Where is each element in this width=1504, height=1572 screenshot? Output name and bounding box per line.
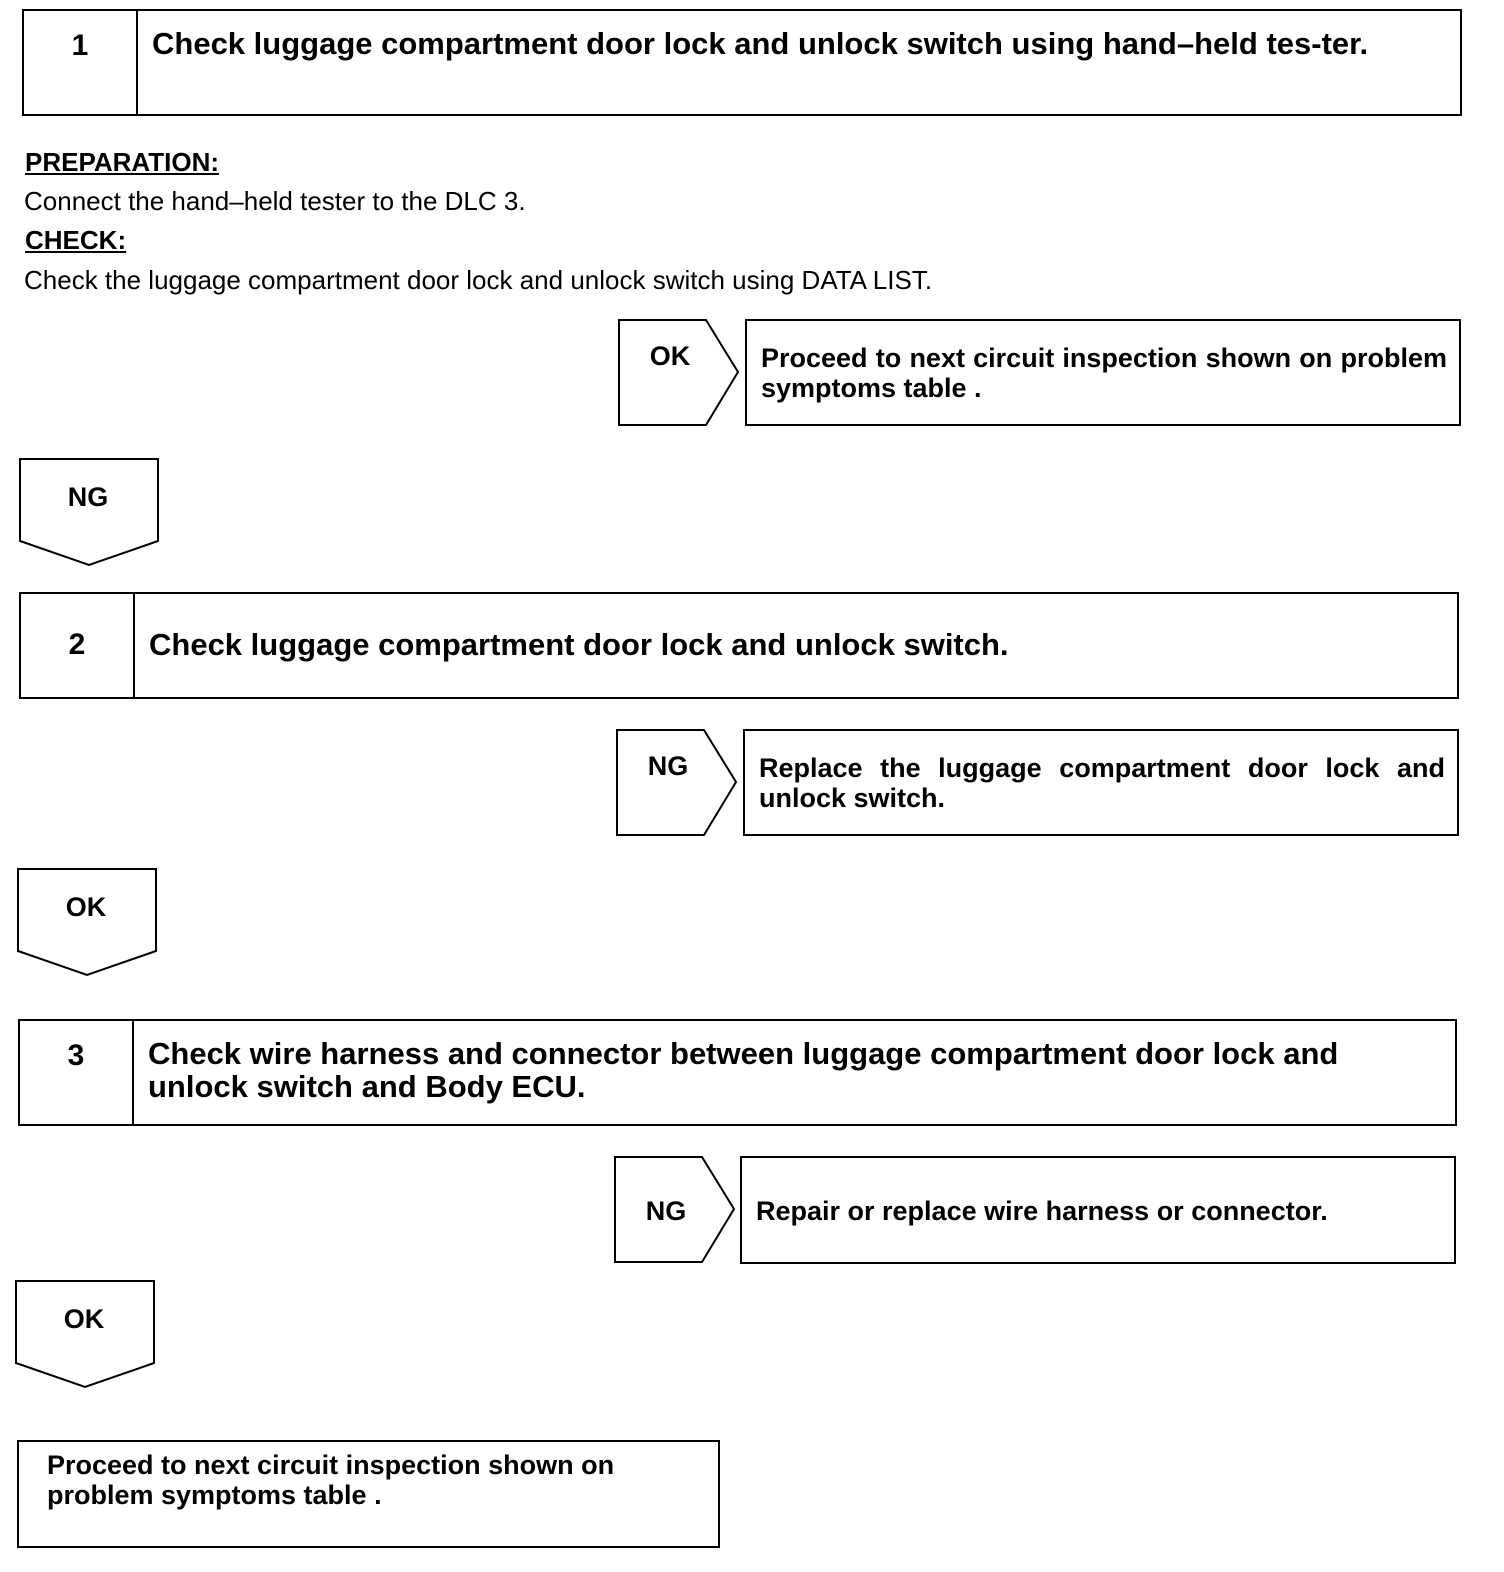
step-3-title: Check wire harness and connector between luggage compartment door lock and unlock switch and Body ECU. bbox=[148, 1036, 1339, 1104]
flow-tag-1-label: NG bbox=[67, 482, 109, 512]
flow-tag-2 bbox=[17, 868, 157, 976]
branch-3-tag-label: NG bbox=[645, 1196, 687, 1226]
flow-tag-1 bbox=[19, 458, 159, 566]
branch-1-result bbox=[745, 319, 1461, 426]
branch-1-tag-label: OK bbox=[649, 341, 691, 371]
step-3-box bbox=[18, 1019, 1457, 1126]
step-2-number: 2 bbox=[21, 594, 135, 697]
branch-2-tag-label: NG bbox=[647, 751, 689, 781]
step-2-title: Check luggage compartment door lock and unlock switch. bbox=[149, 627, 1009, 662]
flow-tag-3-label: OK bbox=[63, 1304, 105, 1334]
check-text: Check the luggage compartment door lock and unlock switch using DATA LIST. bbox=[24, 265, 933, 295]
flow-tag-2-shape bbox=[17, 868, 159, 978]
flow-tag-3 bbox=[15, 1280, 155, 1388]
final-result-text: Proceed to next circuit inspection shown on problem symptoms table . bbox=[47, 1450, 615, 1510]
final-result bbox=[17, 1440, 720, 1548]
flow-tag-3-shape bbox=[15, 1280, 157, 1390]
step-1-number: 1 bbox=[24, 11, 138, 114]
flow-tag-1-shape bbox=[19, 458, 161, 568]
step-1-title-text: Check luggage compartment door lock and unlock switch using hand–held tes-ter. bbox=[152, 26, 1369, 61]
flow-tag-2-label: OK bbox=[65, 892, 107, 922]
check-heading: CHECK: bbox=[25, 225, 127, 255]
branch-1-result-text: Proceed to next circuit inspection shown on problem symptoms table . bbox=[761, 343, 1447, 403]
branch-3-result-text: Repair or replace wire harness or connector. bbox=[756, 1196, 1328, 1226]
branch-3-tag bbox=[614, 1156, 736, 1264]
branch-1-arrow-shape bbox=[618, 319, 740, 427]
step-2-box bbox=[19, 592, 1459, 699]
branch-2-tag bbox=[616, 729, 738, 837]
preparation-heading: PREPARATION: bbox=[25, 147, 220, 177]
step-3-number: 3 bbox=[20, 1021, 134, 1124]
step-1-title bbox=[152, 27, 1416, 60]
branch-2-result-text: Replace the luggage compartment door lock and unlock switch. bbox=[759, 753, 1445, 813]
branch-2-arrow-shape bbox=[616, 729, 738, 837]
step-1-box bbox=[22, 9, 1462, 116]
branch-3-result bbox=[740, 1156, 1456, 1264]
branch-1-tag bbox=[618, 319, 740, 427]
branch-2-result bbox=[743, 729, 1459, 836]
preparation-text: Connect the hand–held tester to the DLC 3. bbox=[24, 186, 526, 216]
